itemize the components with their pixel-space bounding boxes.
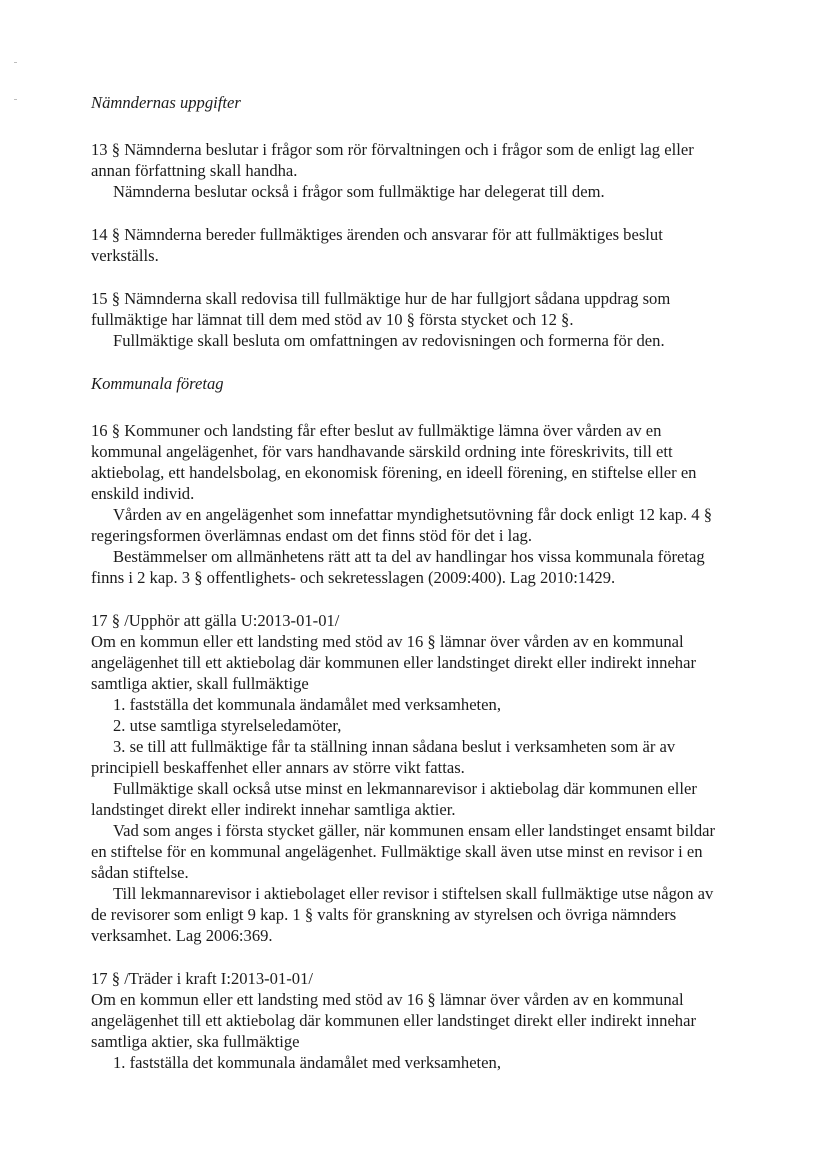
paragraph-17-status-trader: 17 § /Träder i kraft I:2013-01-01/ (91, 969, 313, 988)
paragraph-16-second: Vården av en angelägenhet som innefattar myndighetsutövning får dock enligt 12 kap. 4 § regeringsformen överlämnas endast om det finns stöd för det i lag. (91, 505, 713, 545)
section-heading-namndernas-uppgifter: Nämndernas uppgifter (91, 93, 241, 112)
document-page (91, 92, 731, 1073)
paragraph-17-new-item-1: 1. fastställa det kommunala ändamålet med verksamheten, (113, 1053, 501, 1072)
scan-mark-top (14, 62, 17, 63)
paragraph-17-old-second: Fullmäktige skall också utse minst en lekmannarevisor i aktiebolag där kommunen eller landstinget direkt eller indirekt innehar samtliga aktier. (91, 779, 697, 819)
paragraph-17-status-upphor: 17 § /Upphör att gälla U:2013-01-01/ (91, 611, 340, 630)
paragraph-17-old-item-3: 3. se till att fullmäktige får ta ställning innan sådana beslut i verksamheten som är av principiell beskaffenhet eller annars av större vikt fattas. (91, 737, 676, 777)
scan-mark-lower (14, 99, 17, 100)
paragraph-17-new-first: Om en kommun eller ett landsting med stöd av 16 § lämnar över vården av en kommunal angelägenhet till ett aktiebolag där kommunen eller landstinget direkt eller indirekt innehar samtliga aktier, ska fullmäktige (91, 990, 696, 1051)
paragraph-17-old-third: Vad som anges i första stycket gäller, när kommunen ensam eller landstinget ensamt bildar en stiftelse för en kommunal angelägenhet. Fullmäktige skall även utse minst en revisor i en sådan stiftelse. (91, 821, 716, 882)
paragraph-16-first: 16 § Kommuner och landsting får efter beslut av fullmäktige lämna över vården av en kommunal angelägenhet, för vars handhavande särskild ordning inte föreskrivits, till ett aktiebolag, ett handelsbolag, en ekonomisk förening, en ideell förening, en stiftelse eller en enskild individ. (91, 421, 697, 503)
paragraph-17-old-item-2: 2. utse samtliga styrelseledamöter, (113, 716, 342, 735)
paragraph-13-first: 13 § Nämnderna beslutar i frågor som rör förvaltningen och i frågor som de enligt lag eller annan författning skall handha. (91, 140, 694, 180)
paragraph-15-second: Fullmäktige skall besluta om omfattningen av redovisningen och formerna för den. (113, 331, 665, 350)
paragraph-15-first: 15 § Nämnderna skall redovisa till fullmäktige hur de har fullgjort sådana uppdrag som fullmäktige har lämnat till dem med stöd av 10 § första stycket och 12 §. (91, 289, 671, 329)
paragraph-13-second: Nämnderna beslutar också i frågor som fullmäktige har delegerat till dem. (113, 182, 605, 201)
paragraph-14: 14 § Nämnderna bereder fullmäktiges ärenden och ansvarar för att fullmäktiges beslut verkställs. (91, 225, 663, 265)
paragraph-17-old-first: Om en kommun eller ett landsting med stöd av 16 § lämnar över vården av en kommunal angelägenhet till ett aktiebolag där kommunen eller landstinget direkt eller indirekt innehar samtliga aktier, skall fullmäktige (91, 632, 696, 693)
paragraph-17-old-item-1: 1. fastställa det kommunala ändamålet med verksamheten, (113, 695, 501, 714)
paragraph-17-old-fourth: Till lekmannarevisor i aktiebolaget eller revisor i stiftelsen skall fullmäktige utse någon av de revisorer som enligt 9 kap. 1 § valts för granskning av styrelsen och övriga nämnders verksamhet. Lag 2006:369. (91, 884, 714, 945)
paragraph-16-third: Bestämmelser om allmänhetens rätt att ta del av handlingar hos vissa kommunala företag finns i 2 kap. 3 § offentlighets- och sekretesslagen (2009:400). Lag 2010:1429. (91, 547, 705, 587)
section-heading-kommunala-foretag: Kommunala företag (91, 374, 224, 393)
